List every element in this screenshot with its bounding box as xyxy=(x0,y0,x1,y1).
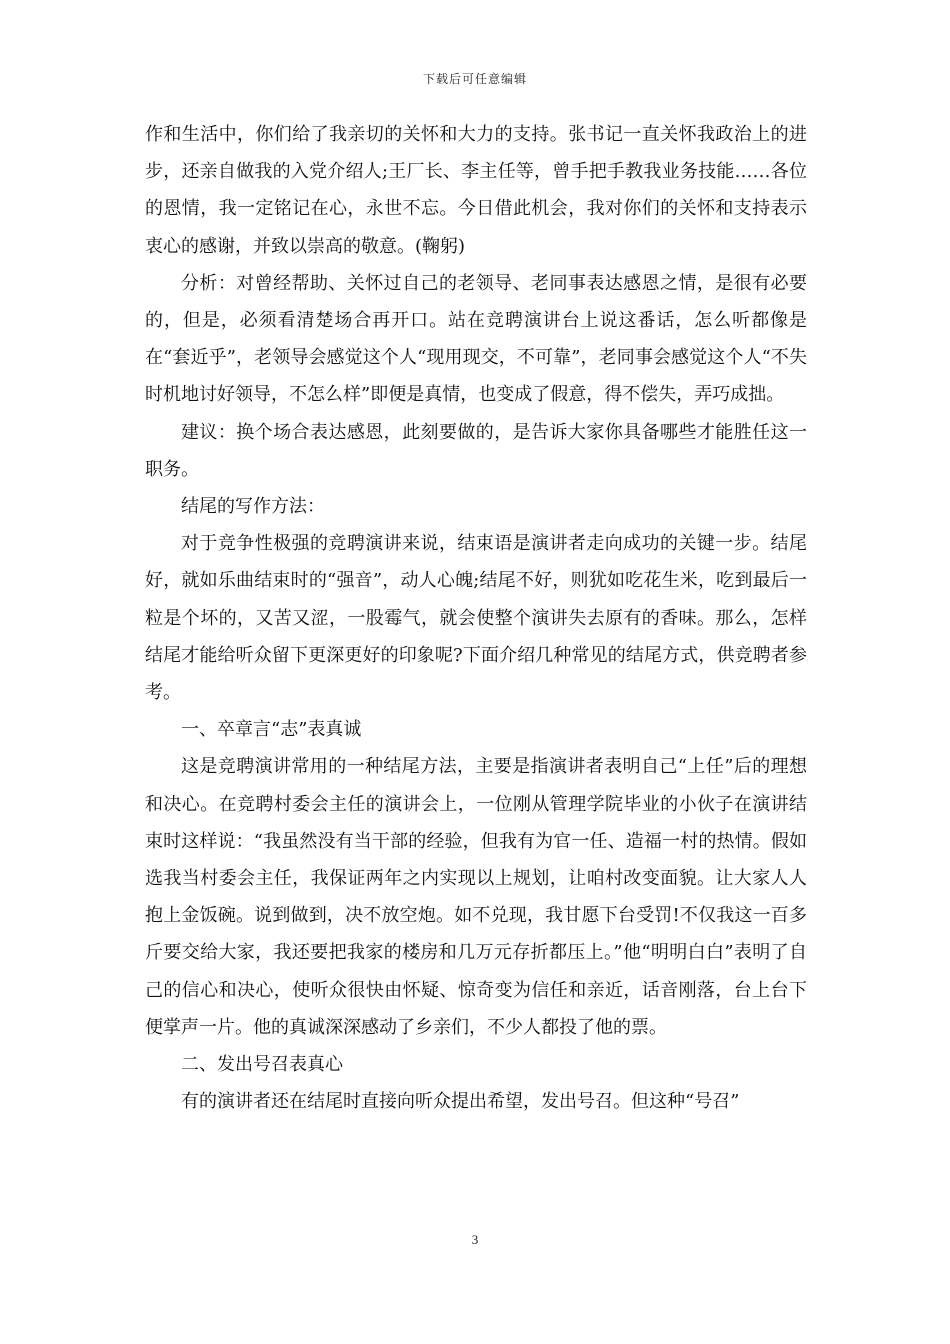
paragraph: 对于竞争性极强的竞聘演讲来说，结束语是演讲者走向成功的关键一步。结尾好，就如乐曲结束时的“强音”，动人心魄;结尾不好，则犹如吃花生米，吃到最后一粒是个坏的，又苦又涩，一股霉气，就会使整个演讲失去原有的香味。那么，怎样结尾才能给听众留下更深更好的印象呢?下面介绍几种常见的结尾方式，供竞聘者参考。 xyxy=(145,533,807,704)
paragraph: 这是竞聘演讲常用的一种结尾方法，主要是指演讲者表明自己“上任”后的理想和决心。在竞聘村委会主任的演讲会上，一位刚从管理学院毕业的小伙子在演讲结束时这样说：“我虽然没有当干部的经验，但我有为官一任、造福一村的热情。假如选我当村委会主任，我保证两年之内实现以上规划，让咱村改变面貌。让大家人人抱上金饭碗。说到做到，决不放空炮。如不兑现，我甘愿下台受罚!不仅我这一百多斤要交给大家，我还要把我家的楼房和几万元存折都压上。”他“明明白白”表明了自己的信心和决心，使听众很快由怀疑、惊奇变为信任和亲近，话音刚落，台上台下便掌声一片。他的真诚深深感动了乡亲们，不少人都投了他的票。 xyxy=(145,756,807,1038)
section-heading: 结尾的写作方法： xyxy=(181,496,325,518)
section-heading: 二、发出号召表真心 xyxy=(181,1054,343,1076)
document-body xyxy=(145,116,807,1120)
section-heading: 一、卒章言“志”表真诚 xyxy=(181,719,362,741)
paragraph: 有的演讲者还在结尾时直接向听众提出希望，发出号召。但这种“号召” xyxy=(181,1091,740,1113)
paragraph: 建议：换个场合表达感恩，此刻要做的，是告诉大家你具备哪些才能胜任这一职务。 xyxy=(145,421,807,480)
paragraph: 分析：对曾经帮助、关怀过自己的老领导、老同事表达感恩之情，是很有必要的，但是，必须看清楚场合再开口。站在竞聘演讲台上说这番话，怎么听都像是在“套近乎”，老领导会感觉这个人“现用现交，不可靠”，老同事会感觉这个人“不失时机地讨好领导，不怎么样”即便是真情，也变成了假意，得不偿失，弄巧成拙。 xyxy=(145,272,807,406)
page-header: 下载后可任意编辑 xyxy=(422,72,527,86)
page-number: 3 xyxy=(471,1232,479,1247)
paragraph: 作和生活中，你们给了我亲切的关怀和大力的支持。张书记一直关怀我政治上的进步，还亲自做我的入党介绍人;王厂长、李主任等，曾手把手教我业务技能……各位的恩情，我一定铭记在心，永世不忘。今日借此机会，我对你们的关怀和支持表示衷心的感谢，并致以崇高的敬意。(鞠躬) xyxy=(145,124,807,257)
